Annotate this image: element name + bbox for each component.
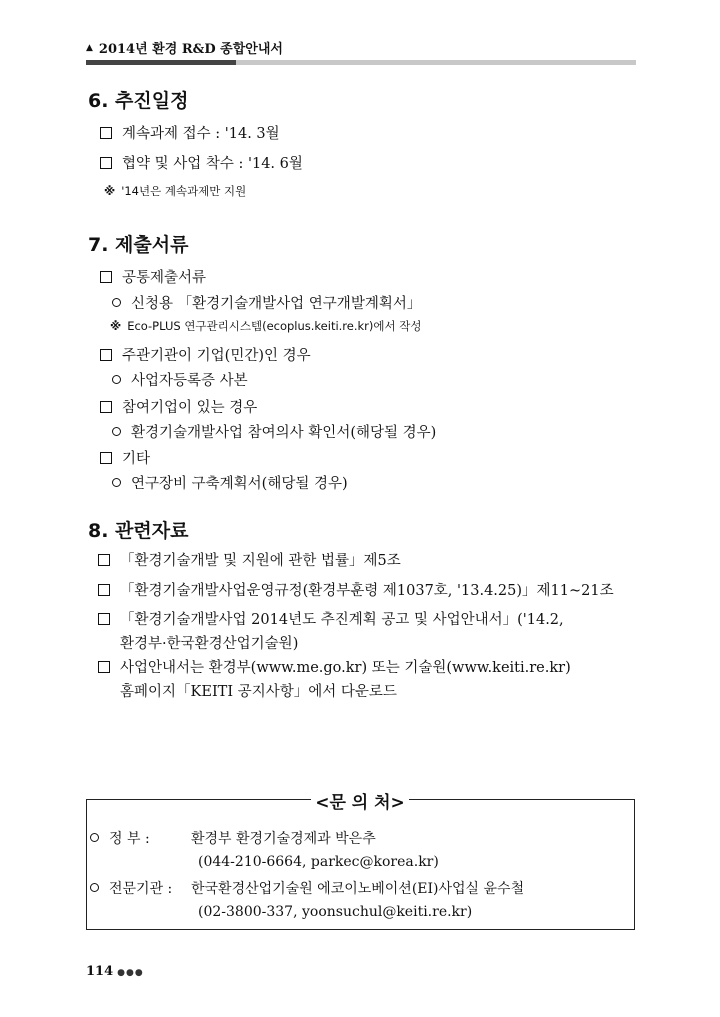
s7-group-4-sub: 연구장비 구축계획서(해당될 경우) bbox=[112, 472, 348, 493]
circle-bullet-icon bbox=[112, 427, 121, 436]
s8-ref-1: 「환경기술개발 및 지원에 관한 법률」제5조 bbox=[98, 549, 638, 573]
checkbox-square-icon bbox=[98, 584, 110, 596]
s7-group-2-sub: 사업자등록증 사본 bbox=[112, 369, 248, 390]
contact-row-1: 정 부 : 환경부 환경기술경제과 박은추 bbox=[90, 828, 376, 848]
header-rule bbox=[86, 60, 636, 65]
checkbox-square-icon bbox=[98, 554, 110, 566]
circle-bullet-icon bbox=[112, 375, 121, 384]
checkbox-square-icon bbox=[100, 157, 112, 169]
contact-row-1-detail: (044-210-6664, parkec@korea.kr) bbox=[198, 854, 439, 870]
s6-item-2: 협약 및 사업 착수 : '14. 6월 bbox=[100, 152, 303, 173]
running-header bbox=[86, 38, 636, 57]
checkbox-square-icon bbox=[100, 127, 112, 139]
s8-ref-4: 사업안내서는 환경부(www.me.go.kr) 또는 기술원(www.keiti.re.kr) 홈페이지「KEITI 공지사항」에서 다운로드 bbox=[98, 656, 638, 704]
s7-group-3-head: 참여기업이 있는 경우 bbox=[100, 396, 257, 417]
s8-ref-2: 「환경기술개발사업운영규정(환경부훈령 제1037호, '13.4.25)」제11~21조 bbox=[98, 579, 638, 603]
s8-ref-3: 「환경기술개발사업 2014년도 추진계획 공고 및 사업안내서」('14.2, 환경부·한국환경산업기술원) bbox=[98, 608, 638, 656]
circle-bullet-icon bbox=[90, 833, 99, 842]
header-title: 2014년 환경 R&D 종합안내서 bbox=[98, 42, 283, 57]
contact-row-2-detail: (02-3800-337, yoonsuchul@keiti.re.kr) bbox=[198, 904, 473, 920]
section-7-title: 7. 제출서류 bbox=[88, 234, 189, 256]
page-footer bbox=[86, 964, 144, 979]
checkbox-square-icon bbox=[100, 452, 112, 464]
page-number: 114 bbox=[86, 964, 114, 979]
circle-bullet-icon bbox=[112, 298, 121, 307]
s7-group-1-note: ※ Eco-PLUS 연구관리시스템(ecoplus.keiti.re.kr)에서 작성 bbox=[110, 319, 422, 333]
s7-group-1-sub: 신청용 「환경기술개발사업 연구개발계획서」 bbox=[112, 292, 421, 313]
checkbox-square-icon bbox=[98, 613, 110, 625]
checkbox-square-icon bbox=[100, 271, 112, 283]
reference-mark-icon: ※ bbox=[104, 184, 116, 198]
reference-mark-icon: ※ bbox=[110, 319, 122, 333]
s6-item-1: 계속과제 접수 : '14. 3월 bbox=[100, 122, 280, 143]
contact-title: <문 의 처> bbox=[0, 788, 720, 813]
checkbox-square-icon bbox=[98, 661, 110, 673]
circle-bullet-icon bbox=[112, 478, 121, 487]
circle-bullet-icon bbox=[90, 883, 99, 892]
footer-dots-icon: ●●● bbox=[117, 968, 144, 978]
s7-group-1-head: 공통제출서류 bbox=[100, 266, 206, 287]
contact-row-2: 전문기관 : 한국환경산업기술원 에코이노베이션(EI)사업실 윤수철 bbox=[90, 878, 524, 898]
section-8-title: 8. 관련자료 bbox=[88, 520, 189, 542]
checkbox-square-icon bbox=[100, 349, 112, 361]
s7-group-2-head: 주관기관이 기업(민간)인 경우 bbox=[100, 344, 311, 365]
section-6-title: 6. 추진일정 bbox=[88, 90, 189, 112]
checkbox-square-icon bbox=[100, 401, 112, 413]
s7-group-4-head: 기타 bbox=[100, 447, 150, 468]
header-mark-icon: ▲ bbox=[86, 42, 93, 53]
s6-note: ※ '14년은 계속과제만 지원 bbox=[104, 184, 247, 198]
s7-group-3-sub: 환경기술개발사업 참여의사 확인서(해당될 경우) bbox=[112, 421, 436, 442]
